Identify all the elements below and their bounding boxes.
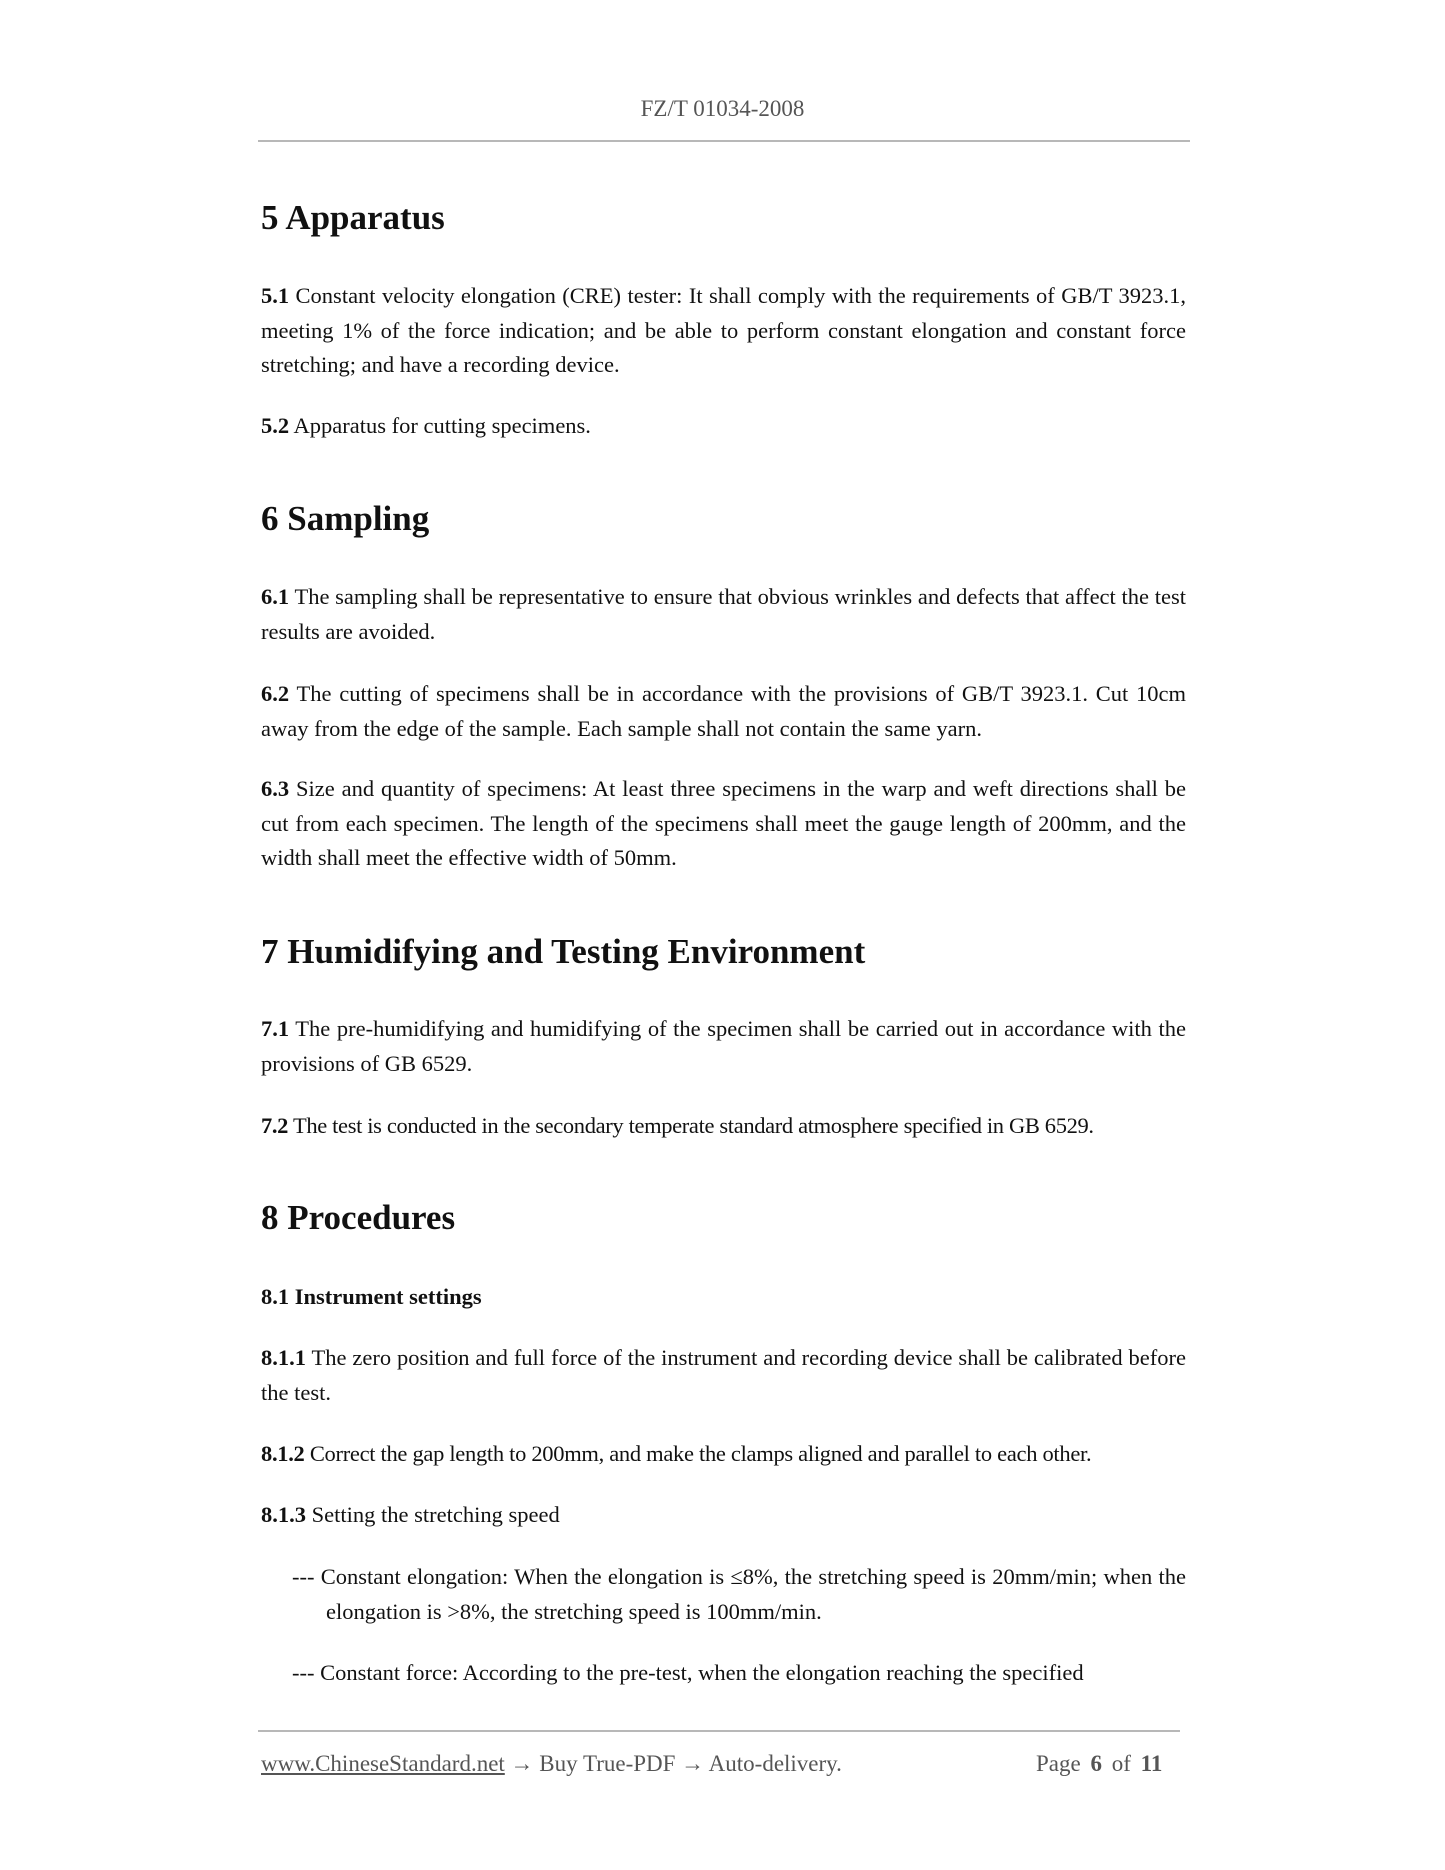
footer-promo: [261, 1751, 842, 1777]
clause-text: Apparatus for cutting specimens.: [289, 413, 591, 438]
total-pages: 11: [1140, 1751, 1163, 1776]
paragraph-5-2: [261, 409, 1186, 444]
paragraph-5-1: [261, 279, 1186, 383]
clause-number: 7.1: [261, 1016, 290, 1041]
clause-number: 6.3: [261, 776, 290, 801]
page-indicator: [1036, 1751, 1162, 1777]
clause-number: 7.2: [261, 1113, 289, 1138]
subsection-heading: 8.1 Instrument settings: [261, 1284, 482, 1309]
paragraph-8-1-1: [261, 1341, 1186, 1410]
website-link[interactable]: www.ChineseStandard.net: [261, 1751, 505, 1776]
clause-text: Setting the stretching speed: [306, 1502, 560, 1527]
footer-promo-text: → Buy True-PDF → Auto-delivery.: [504, 1751, 842, 1776]
paragraph-8-1-3: [261, 1498, 1186, 1533]
paragraph-8-1-2: [261, 1437, 1186, 1472]
section-heading: 6 Sampling: [261, 499, 430, 538]
page-label: Page: [1036, 1751, 1081, 1776]
list-item-constant-elongation: --- Constant elongation: When the elongation is ≤8%, the stretching speed is 20mm/min; when the elongation is >8%, the stretching speed is 100mm/min.: [292, 1564, 1186, 1624]
clause-number: 6.1: [261, 584, 290, 609]
paragraph-6-3: [261, 772, 1186, 876]
paragraph-7-1: [261, 1012, 1186, 1081]
clause-number: 8.1.1: [261, 1345, 306, 1370]
paragraph-6-1: [261, 580, 1186, 649]
section-heading: 8 Procedures: [261, 1198, 456, 1237]
current-page: 6: [1090, 1751, 1102, 1776]
clause-number: 6.2: [261, 681, 290, 706]
clause-number: 8.1.2: [261, 1441, 305, 1466]
clause-text: The pre-humidifying and humidifying of the specimen shall be carried out in accordance with the provisions of GB 6529.: [261, 1016, 1186, 1076]
clause-text: The sampling shall be representative to ensure that obvious wrinkles and defects that affect the test results are avoided.: [261, 584, 1186, 644]
page-of: of: [1111, 1751, 1131, 1776]
clause-text: The cutting of specimens shall be in accordance with the provisions of GB/T 3923.1. Cut 10cm away from the edge of the sample. Each sample shall not contain the same yarn.: [261, 681, 1186, 741]
clause-text: Constant velocity elongation (CRE) tester: It shall comply with the requirements of GB/T 3923.1, meeting 1% of the force indication; and be able to perform constant elongation and constant force stretching; and have a recording device.: [261, 283, 1186, 378]
document-id-header: FZ/T 01034-2008: [640, 96, 805, 121]
list-item-constant-force: --- Constant force: According to the pre-test, when the elongation reaching the specified: [292, 1660, 1084, 1685]
clause-text: The zero position and full force of the instrument and recording device shall be calibrated before the test.: [261, 1345, 1186, 1405]
clause-text: The test is conducted in the secondary temperate standard atmosphere specified in GB 6529.: [288, 1113, 1094, 1138]
clause-number: 8.1.3: [261, 1502, 306, 1527]
header-divider: [258, 140, 1190, 142]
paragraph-6-2: [261, 677, 1186, 746]
section-heading: 7 Humidifying and Testing Environment: [261, 932, 866, 971]
paragraph-7-2: [261, 1109, 1186, 1144]
clause-number: 5.2: [261, 413, 290, 438]
footer-divider: [258, 1730, 1180, 1732]
clause-text: Correct the gap length to 200mm, and make the clamps aligned and parallel to each other.: [304, 1441, 1092, 1466]
clause-text: Size and quantity of specimens: At least three specimens in the warp and weft directions shall be cut from each specimen. The length of the specimens shall meet the gauge length of 200mm, and the width shall meet the effective width of 50mm.: [261, 776, 1186, 871]
clause-number: 5.1: [261, 283, 290, 308]
section-heading: 5 Apparatus: [261, 198, 445, 237]
